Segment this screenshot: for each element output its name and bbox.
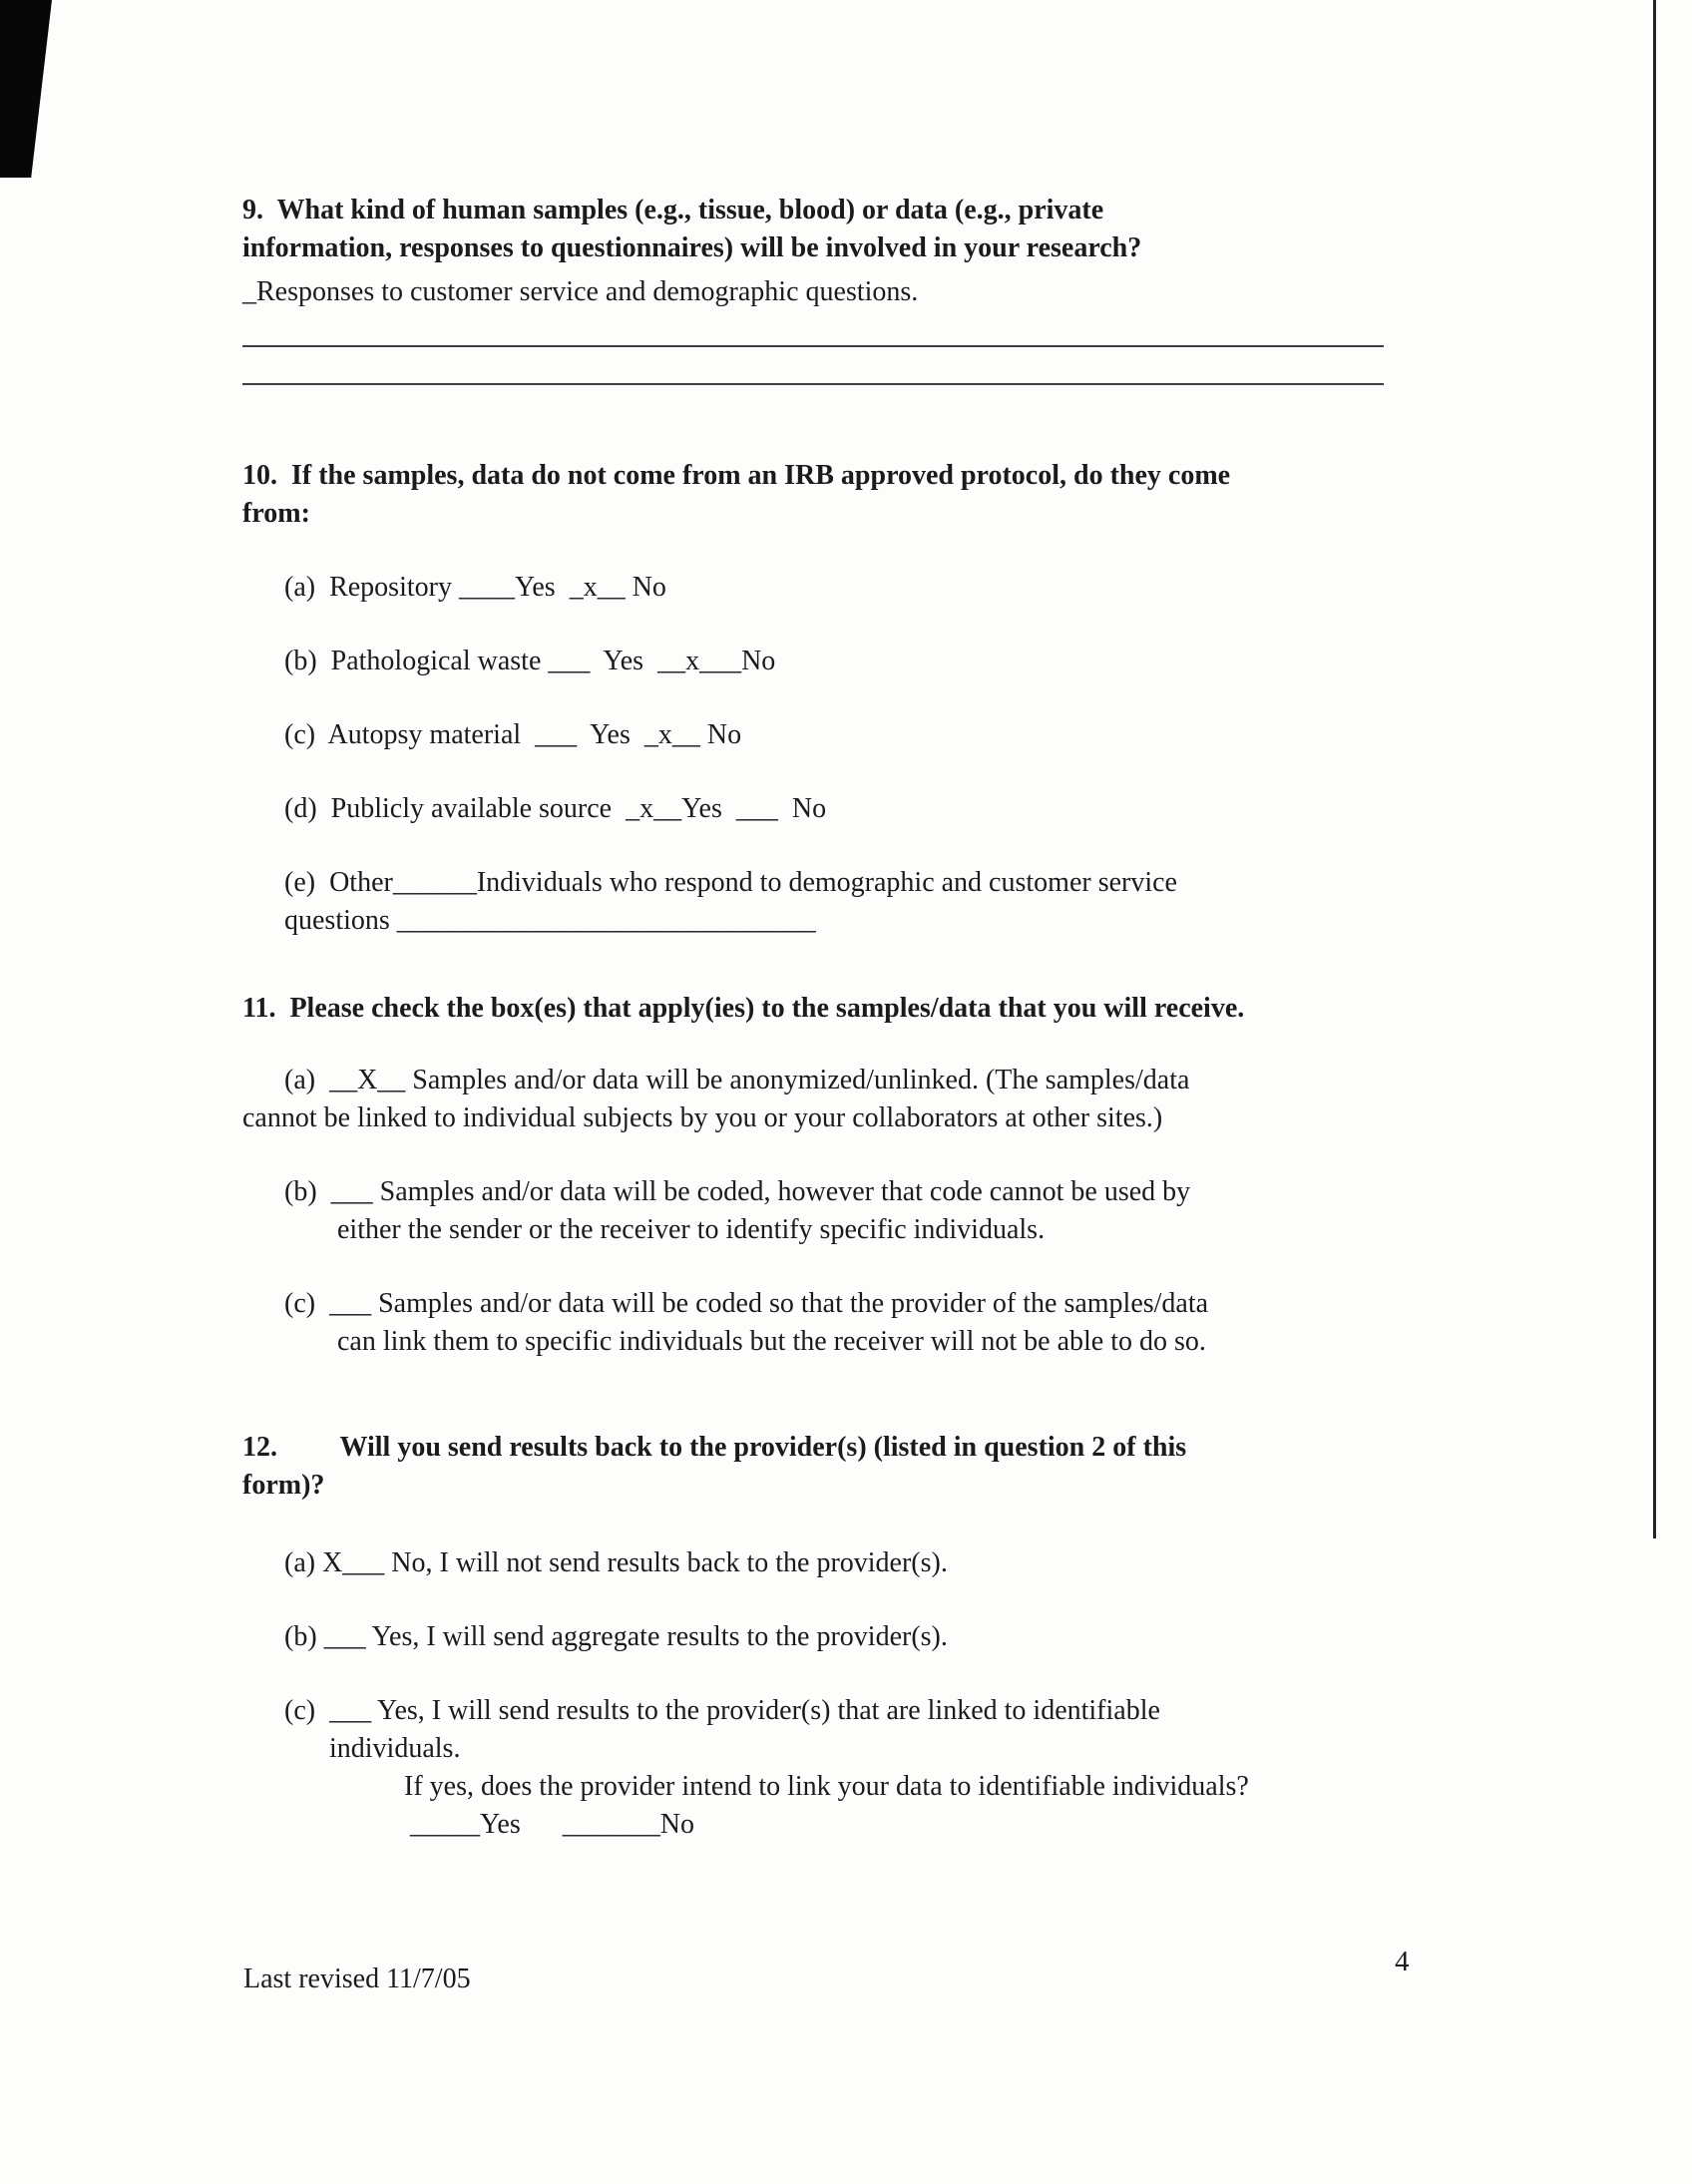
scan-artifact-right-edge (1653, 0, 1656, 1538)
question-10-option-c (242, 716, 1404, 754)
question-12-option-b (242, 1618, 1404, 1656)
question-11-option-a-line-1: (a) __X__ Samples and/or data will be anonymized/unlinked. (The samples/data (284, 1065, 1190, 1095)
question-11-option-b-line-1: (b) ___ Samples and/or data will be coded, however that code cannot be used by (284, 1176, 1191, 1207)
question-9-heading (242, 192, 1404, 267)
question-11-heading-text: 11. Please check the box(es) that apply(ies) to the samples/data that you will receive. (242, 993, 1245, 1024)
footer-page-number: 4 (1395, 1946, 1410, 1977)
question-12-followup-answer-line: _____Yes _______No (410, 1809, 694, 1840)
question-10-option-d (242, 790, 1404, 828)
question-11-option-a-line-2: cannot be linked to individual subjects by you or your collaborators at other sites.) (242, 1102, 1163, 1133)
answer-line (242, 383, 1384, 385)
question-12-option-c-line-1: (c) ___ Yes, I will send results to the provider(s) that are linked to identifiable (284, 1695, 1160, 1726)
question-12-option-a (242, 1544, 1404, 1582)
question-12-option-b-text: (b) ___ Yes, I will send aggregate results to the provider(s). (284, 1621, 948, 1652)
question-9-heading-line-1: 9. What kind of human samples (e.g., tissue, blood) or data (e.g., private (242, 195, 1104, 225)
question-10-option-d-text: (d) Publicly available source _x__Yes ___ No (284, 793, 827, 824)
question-9-answer-text: _Responses to customer service and demographic questions. (242, 276, 919, 307)
question-12-heading-line-1: 12. Will you send results back to the provider(s) (listed in question 2 of this (242, 1432, 1187, 1463)
question-12-option-a-text: (a) X___ No, I will not send results back to the provider(s). (284, 1547, 948, 1578)
question-10-option-c-text: (c) Autopsy material ___ Yes _x__ No (284, 719, 742, 750)
question-10-heading (242, 457, 1404, 533)
question-11-option-c-line-1: (c) ___ Samples and/or data will be coded so that the provider of the samples/data (284, 1288, 1209, 1319)
question-12-heading-line-2: form)? (242, 1470, 325, 1501)
question-11-option-b (242, 1173, 1404, 1249)
form-body (242, 192, 1404, 1844)
answer-line (242, 345, 1384, 347)
question-10-option-e-line-1: (e) Other______Individuals who respond to demographic and customer service (284, 867, 1177, 898)
question-9-heading-line-2: information, responses to questionnaires) will be involved in your research? (242, 232, 1142, 263)
question-12-option-c (242, 1692, 1404, 1844)
question-11-option-c-line-2: can link them to specific individuals but the receiver will not be able to do so. (337, 1326, 1206, 1357)
question-10-heading-line-1: 10. If the samples, data do not come from an IRB approved protocol, do they come (242, 460, 1231, 491)
question-9-answer (242, 273, 1404, 311)
footer-revision-date: Last revised 11/7/05 (243, 1964, 471, 1994)
question-11-option-a (242, 1062, 1404, 1137)
question-11-option-b-line-2: either the sender or the receiver to identify specific individuals. (337, 1214, 1046, 1245)
question-10-option-a-text: (a) Repository ____Yes _x__ No (284, 572, 666, 603)
scan-artifact-top-left (0, 0, 52, 178)
question-10-option-a (242, 569, 1404, 607)
question-10-option-e-line-2: questions ______________________________ (284, 905, 816, 936)
question-12-option-c-line-2: individuals. (329, 1733, 461, 1764)
question-10-option-e (242, 864, 1404, 940)
question-12-followup-question: If yes, does the provider intend to link your data to identifiable individuals? (404, 1771, 1249, 1802)
question-10-option-b (242, 643, 1404, 680)
question-10-option-b-text: (b) Pathological waste ___ Yes __x___No (284, 646, 776, 676)
question-11-heading (242, 990, 1404, 1028)
question-11-option-c (242, 1285, 1404, 1361)
question-10-heading-line-2: from: (242, 498, 310, 529)
question-12-heading (242, 1429, 1404, 1505)
